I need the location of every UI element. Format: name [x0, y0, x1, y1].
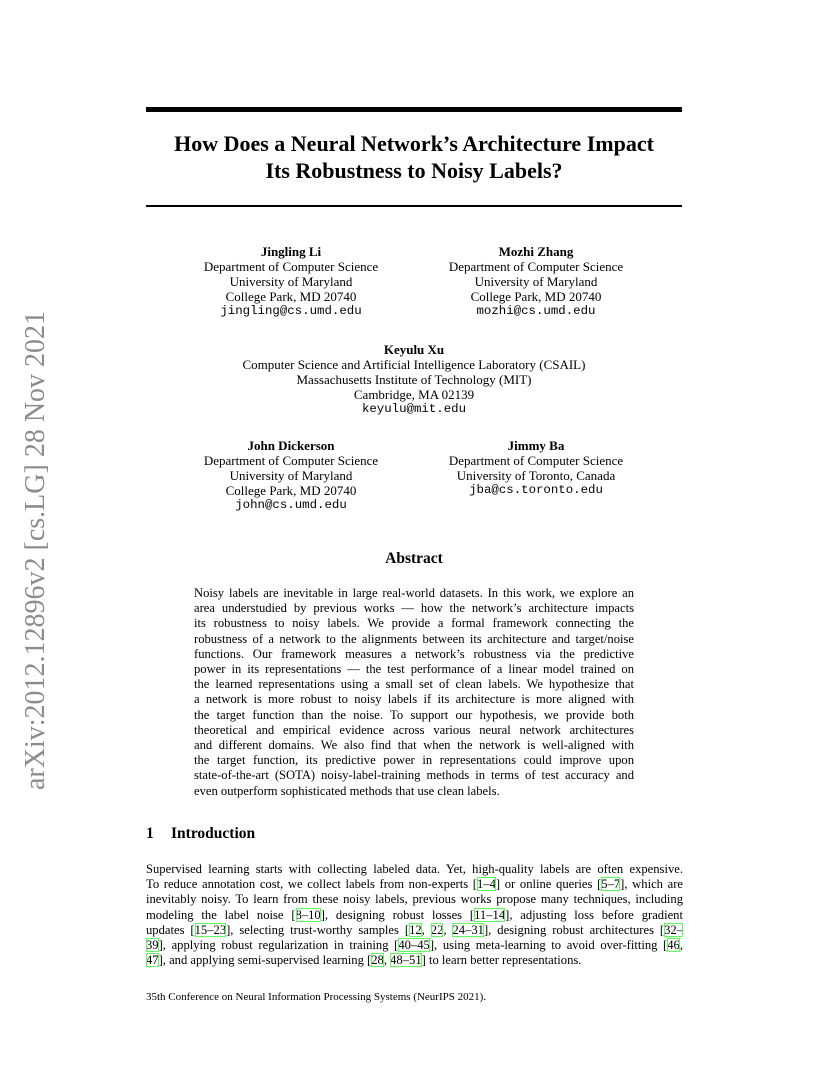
author-name: Jingling Li	[260, 244, 322, 259]
author-name: Keyulu Xu	[383, 342, 445, 357]
paragraph-text: inevitably noisy. To learn from these noisy labels, previous works propose many techniques, including	[146, 892, 683, 907]
author-email[interactable]: john@cs.umd.edu	[235, 498, 347, 512]
author-email[interactable]: jingling@cs.umd.edu	[220, 304, 362, 318]
abstract-line: a network is more robust to noisy labels if its architecture is more aligned with	[194, 692, 634, 707]
abstract-line: the target function, its predictive power in representations could improve upon	[194, 753, 634, 768]
paragraph-text: ], which are	[620, 877, 683, 892]
abstract-line: power in its representations — the test performance of a linear model trained on	[194, 662, 634, 677]
abstract-line: the learned representations using a small set of clean labels. We hypothesize that	[194, 677, 634, 692]
paper-title	[146, 130, 682, 184]
paragraph-line	[146, 908, 683, 923]
paragraph-text: updates [	[146, 922, 195, 937]
author-email[interactable]: keyulu@mit.edu	[361, 402, 467, 416]
section-title: Introduction	[171, 825, 256, 842]
author-name: John Dickerson	[247, 438, 335, 453]
author-block-3	[146, 342, 682, 417]
abstract-line: robustness of a network to the alignments between its architecture and target/noise	[194, 631, 634, 646]
paragraph-line	[146, 953, 683, 968]
citation-link[interactable]: 32–	[664, 922, 684, 937]
author-affiliation-line: Department of Computer Science	[203, 259, 379, 274]
abstract-line: even outperform sophisticated methods that use clean labels.	[194, 783, 500, 798]
abstract-heading: Abstract	[385, 550, 443, 567]
introduction-paragraph	[146, 862, 683, 968]
section-number: 1	[146, 825, 154, 842]
paragraph-line	[146, 923, 683, 938]
author-affiliation-line: Cambridge, MA 02139	[353, 387, 475, 402]
conference-footnote: 35th Conference on Neural Information Processing Systems (NeurIPS 2021).	[146, 991, 487, 1003]
paragraph-line	[146, 862, 683, 877]
author-affiliation-line: University of Toronto, Canada	[456, 468, 616, 483]
citation-link[interactable]: 47	[146, 953, 159, 968]
author-block-5	[431, 438, 641, 498]
paragraph-line	[146, 877, 683, 892]
citation-link[interactable]: 1–4	[477, 877, 496, 892]
abstract-line: state-of-the-art (SOTA) noisy-label-training methods in terms of test accuracy and	[194, 768, 634, 783]
author-affiliation-line: University of Maryland	[474, 274, 598, 289]
citation-link[interactable]: 15–23	[194, 922, 227, 937]
paper-title-line-1: How Does a Neural Network’s Architecture Impact	[174, 131, 654, 156]
author-affiliation-line: College Park, MD 20740	[225, 483, 357, 498]
citation-link[interactable]: 12	[409, 922, 422, 937]
author-affiliation-line: Department of Computer Science	[448, 453, 624, 468]
abstract-line: the target function than the noise. To support our hypothesis, we provide both	[194, 707, 634, 722]
paragraph-text: To reduce annotation cost, we collect labels from non-experts [	[146, 877, 477, 892]
author-affiliation-line: Department of Computer Science	[203, 453, 379, 468]
author-affiliation-line: Department of Computer Science	[448, 259, 624, 274]
citation-link[interactable]: 40–45	[398, 938, 430, 953]
paragraph-text: ] to learn better representations.	[421, 953, 582, 968]
citation-link[interactable]: 46	[667, 938, 680, 953]
author-block-1	[186, 244, 396, 319]
title-top-rule	[146, 107, 682, 112]
author-email[interactable]: jba@cs.toronto.edu	[469, 483, 603, 497]
citation-link[interactable]: 5–7	[601, 877, 621, 892]
author-name: Jimmy Ba	[507, 438, 565, 453]
abstract-line: its robustness to noisy labels. We provide a formal framework connecting the	[194, 616, 634, 631]
abstract-body	[194, 586, 634, 799]
section-heading-introduction	[146, 825, 255, 843]
paragraph-text: modeling the label noise [	[146, 907, 296, 922]
paragraph-line	[146, 938, 683, 953]
citation-link[interactable]: 24–31	[452, 922, 484, 937]
author-block-2	[431, 244, 641, 319]
paragraph-text: Supervised learning starts with collecting labeled data. Yet, high-quality labels are often expensive.	[146, 862, 683, 876]
citation-link[interactable]: 11–14	[474, 907, 506, 922]
arxiv-identifier-stamp: arXiv:2012.12896v2 [cs.LG] 28 Nov 2021	[20, 310, 51, 790]
author-affiliation-line: College Park, MD 20740	[470, 289, 602, 304]
abstract-line: and different domains. We also find that when the network is well-aligned with	[194, 738, 634, 753]
paragraph-text: ,	[383, 953, 391, 968]
author-affiliation-line: University of Maryland	[229, 274, 353, 289]
paragraph-text: ], designing robust architectures [	[483, 922, 665, 937]
author-email[interactable]: mozhi@cs.umd.edu	[476, 304, 596, 318]
author-name: Mozhi Zhang	[498, 244, 574, 259]
paragraph-text: ,	[443, 922, 453, 937]
paragraph-text: ], using meta-learning to avoid over-fitting [	[429, 938, 668, 953]
author-affiliation-line: College Park, MD 20740	[225, 289, 357, 304]
paper-title-line-2: Its Robustness to Noisy Labels?	[265, 158, 563, 183]
citation-link[interactable]: 8–10	[295, 907, 321, 922]
citation-link[interactable]: 22	[430, 922, 444, 937]
citation-link[interactable]: 48–51	[390, 953, 422, 968]
abstract-line: theoretical and empirical evidence across various neural network architectures	[194, 722, 634, 737]
author-affiliation-line: Massachusetts Institute of Technology (MIT)	[296, 372, 532, 387]
paragraph-text: ], applying robust regularization in training [	[158, 938, 399, 953]
paragraph-line	[146, 892, 683, 907]
author-affiliation-line: University of Maryland	[229, 468, 353, 483]
paragraph-text: ], adjusting loss before gradient	[505, 907, 683, 922]
paragraph-text: ,	[679, 938, 683, 953]
author-affiliation-line: Computer Science and Artificial Intelligence Laboratory (CSAIL)	[242, 357, 586, 372]
abstract-line: area understudied by previous works — how the network’s architecture impacts	[194, 601, 634, 616]
paragraph-text: ], designing robust losses [	[320, 907, 475, 922]
abstract-line: Noisy labels are inevitable in large real-world datasets. In this work, we explore an	[194, 586, 634, 600]
paragraph-text: ,	[421, 922, 431, 937]
author-block-4	[186, 438, 396, 513]
citation-link[interactable]: 28	[371, 953, 384, 968]
citation-link[interactable]: 39	[146, 938, 159, 953]
paragraph-text: ] or online queries [	[495, 877, 602, 892]
paragraph-text: ], selecting trust-worthy samples [	[226, 922, 410, 937]
abstract-line: functions. Our framework measures a network’s robustness via the predictive	[194, 646, 634, 661]
paragraph-text: ], and applying semi-supervised learning [	[158, 953, 372, 968]
title-bottom-rule	[146, 205, 682, 207]
